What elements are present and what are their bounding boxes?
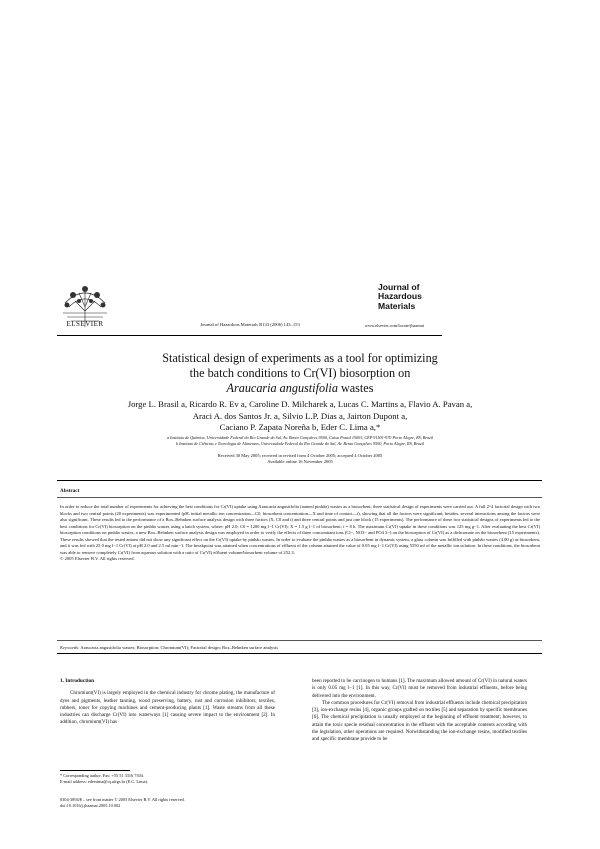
keywords-top-rule bbox=[57, 640, 542, 641]
journal-logo-line-3: Materials bbox=[378, 300, 416, 311]
article-history bbox=[70, 453, 530, 466]
abstract-heading-rule bbox=[57, 497, 542, 498]
affiliation-a: a Instituto de Química, Universidade Federal do Rio Grande do Sul, Av. Bento Gonçalves 9500, Caixa Postal 15003, CEP 91501-970 Porto Alegre, RS, Brazil bbox=[166, 435, 434, 440]
title-line-3-tail: wastes bbox=[337, 381, 374, 395]
corresponding-author: * Corresponding author. Fax: +55 51 3316 7304. bbox=[60, 773, 144, 778]
publisher-name: ELSEVIER bbox=[66, 320, 104, 328]
journal-logo bbox=[378, 283, 422, 311]
footnote-rule bbox=[60, 770, 130, 771]
footnote bbox=[60, 773, 290, 785]
intro-paragraph-1-cont: been reported to be carcinogen to humans [1]. The maximum allowed amount of Cr(VI) in natural waters is only 0.05 mg l−1 [1]. In this way, Cr(VI) must be removed from industrial effluents, before being delivered into the environment. bbox=[312, 678, 527, 699]
authors-line-3: Caciano P. Zapata Noreña b, Eder C. Lima a,* bbox=[219, 422, 381, 432]
doi-line[interactable]: doi:10.1016/j.jhazmat.2005.10.002 bbox=[60, 803, 121, 808]
authors-line-1: Jorge L. Brasil a, Ricardo R. Ev a, Caroline D. Milcharek a, Lucas C. Martins a, Flavio A. Pavan a, bbox=[127, 399, 473, 409]
online-date: Available online 16 November 2005 bbox=[267, 459, 333, 465]
journal-logo-line-1: Journal of bbox=[378, 282, 420, 292]
keywords-label: Keywords: bbox=[60, 645, 80, 650]
journal-url[interactable]: www.elsevier.com/locate/jhazmat bbox=[364, 323, 424, 328]
issn-line: 0304-3894/$ – see front matter © 2005 Elsevier B.V. All rights reserved. bbox=[60, 797, 185, 802]
keywords-bottom-rule bbox=[57, 653, 542, 654]
journal-citation: Journal of Hazardous Materials B133 (2006) 143–153 bbox=[200, 322, 300, 327]
title-line-3 bbox=[70, 381, 530, 396]
keywords-text: Araucaria angustifolia wastes; Biosorption; Chromium(VI); Factorial design; Box–Behnken surface analysis bbox=[79, 645, 279, 650]
section-heading-introduction: 1. Introduction bbox=[60, 678, 95, 684]
article-title bbox=[70, 351, 530, 396]
title-line-1: Statistical design of experiments as a tool for optimizing bbox=[162, 351, 438, 365]
received-dates: Received 30 May 2005; received in revised form 4 October 2005; accepted 4 October 2005 bbox=[217, 453, 383, 458]
affiliation-b: b Instituto de Ciências e Tecnologia de Alimentos, Universidade Federal do Rio Grande do Sul, Av. Bento Gonçalves 9500, Porto Alegre, RS, Brazil bbox=[175, 441, 425, 446]
abstract-heading: Abstract bbox=[60, 488, 80, 494]
front-matter bbox=[60, 797, 290, 809]
abstract-text: In order to reduce the total number of experiments for achieving the best conditions for Cr(VI) uptake using Araucaria angustifolia (named pinhão) wastes as a biosorbent, three statistical design of experiments were carried out. A full 2^4 factorial design with two blocks and two central points (20 experiments) was experimented (pH, initial metallic ion concentration—C0, biosorbent concentration—X and time of contact—t), showing that all the factors were significant; besides, several interactions among the factors were also significant. These results led to the performance of a Box–Behnken surface analysis design with three factors (X, C0 and t) and three central points and just one block (15 experiments). The performance of these two statistical designs of experiments led to the best conditions for Cr(VI) biosorption on the pinhão wastes using a batch system, where: pH 2.0; C0 = 1200 mg l−1 Cr(VI); X = 1.5 g l−1 of biosorbent; t = 8 h. The maximum Cr(VI) uptake in these conditions was 125 mg g−1. After evaluating the best Cr(VI) biosorption conditions on pinhão wastes, a new Box–Behnken surface analysis design was employed in order to verify the effects of three concomitant ions (Cl−, NO3− and PO4 3−) on the biosorption of Cr(VI) as a dichromate on the biosorbent (15 experiments). These results showed that the tested anions did not show any significant effect on the Cr(VI) uptake by pinhão wastes. In order to evaluate the pinhão wastes as a biosorbent in dynamic system, a glass column was fulfilled with pinhão wastes (4.00 g) as biosorbent, and it was fed with 25.0 mg l−1 Cr(VI) at pH 2.0 and 2.5 ml min−1. The breakpoint was attained when concentrations of effluent of the column attained the value of 0.05 mg l−1 Cr(VI) using 5550 ml of the metallic ion solution. In these conditions, the biosorbent was able to remove completely Cr(VI) from aqueous solution with a ratio of Cr(VI) effluent volume/biosorbent volume of 252.3. bbox=[60, 504, 541, 555]
abstract-body bbox=[60, 504, 540, 563]
intro-paragraph-1: Chromium(VI) is largely employed in the chemical industry for chrome plating, the manufacture of dyes and pigments, leather tanning, wood preserving, battery, rust and corrosion inhibitors, textiles, rubbers, toner for copying machines and cement-producing plants [1]. Waste streams from all these industries can discharge Cr(VI) into waterways [1] causing severe impact to the environment [2]. In addition, chromium(VI) has bbox=[60, 690, 275, 726]
affiliations bbox=[70, 435, 530, 447]
abstract-top-rule bbox=[57, 480, 542, 481]
intro-paragraph-2: The common procedures for Cr(VI) removal from industrial effluents include chemical precipitation [3], ion-exchange resins [4], organic groups grafted on textiles [5] and separation by specific membranes [6]. The chemical precipitation is usually employed at the beginning of effluent treatment; however, to attain the toxic specie residual concentration in the effluent with the acceptable contents according with the legislation, other operations are required. Notwithstanding the ion-exchange resins, modified textiles and specific membrane provide to be bbox=[312, 699, 527, 743]
body-column-right bbox=[312, 678, 527, 744]
abstract-copyright: © 2005 Elsevier B.V. All rights reserved. bbox=[60, 556, 135, 561]
keywords bbox=[60, 645, 540, 651]
title-line-2: the batch conditions to Cr(VI) biosorption on bbox=[189, 366, 411, 380]
author-email[interactable]: E-mail address: edersima@iq.ufrgs.br (E.C. Lima). bbox=[60, 779, 149, 784]
authors-line-2: Araci A. dos Santos Jr. a, Silvio L.P. Dias a, Jairton Dupont a, bbox=[192, 410, 408, 421]
header-rule bbox=[57, 335, 442, 336]
journal-logo-line-2: Hazardous bbox=[378, 291, 422, 302]
species-name: Araucaria angustifolia bbox=[226, 381, 338, 395]
author-list bbox=[70, 399, 530, 434]
body-column-left bbox=[60, 678, 275, 727]
